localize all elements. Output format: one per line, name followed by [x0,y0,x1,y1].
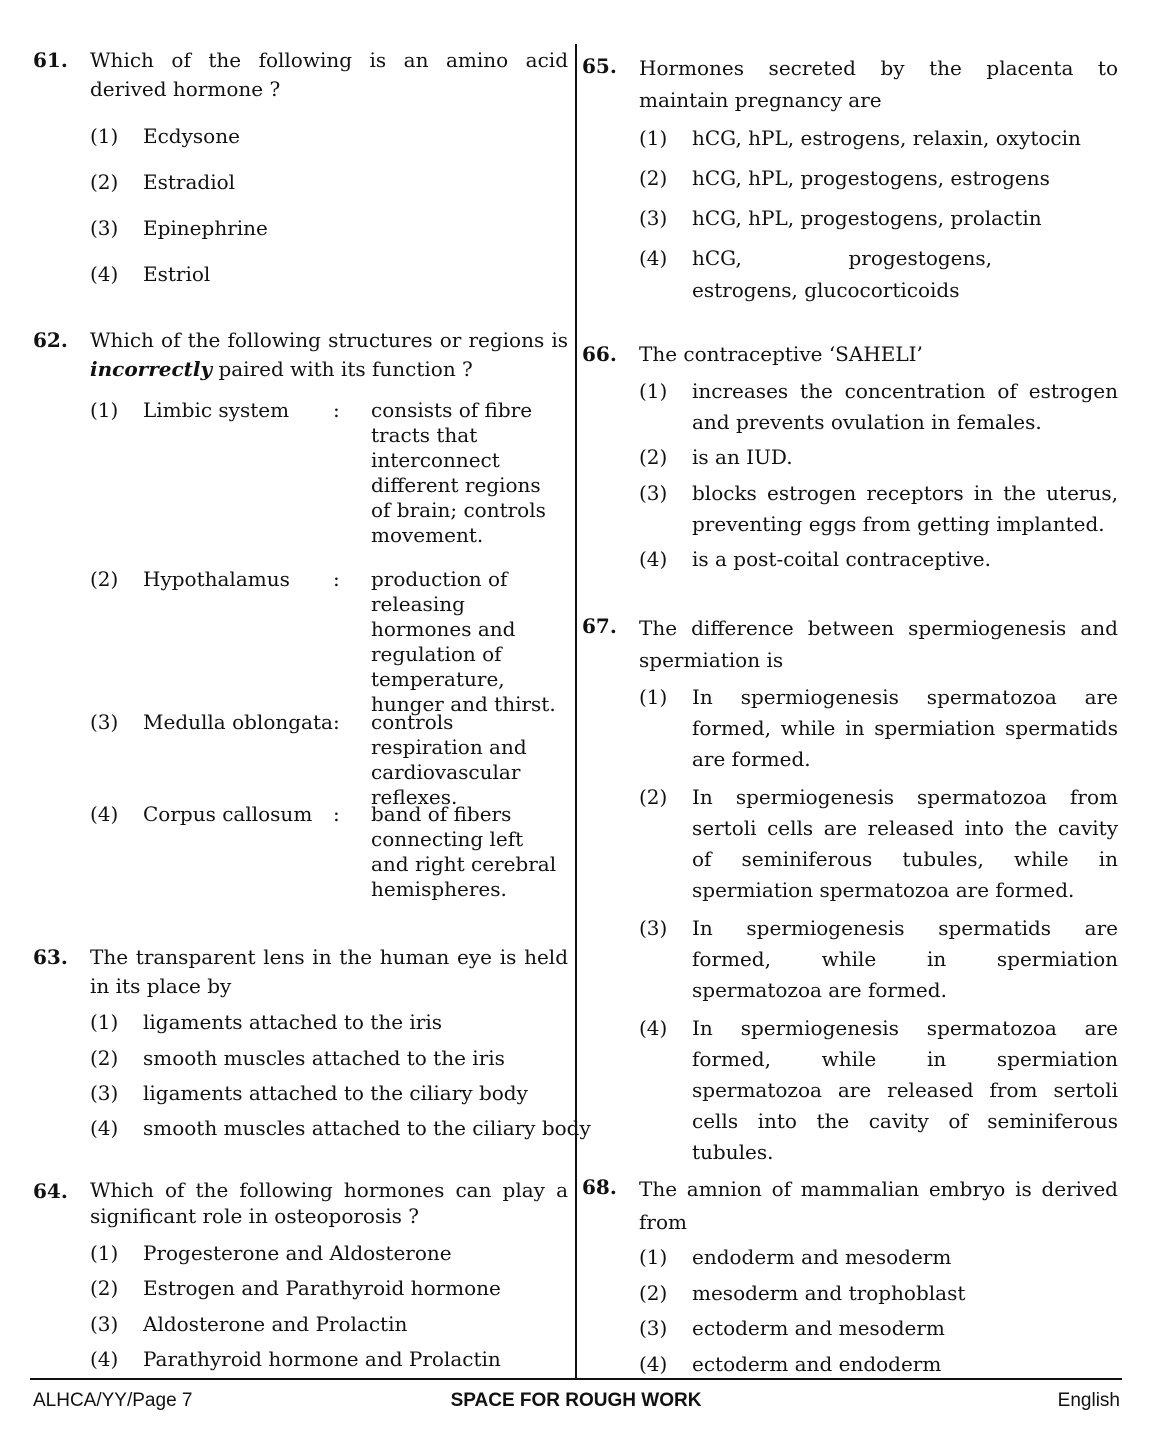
pair-colon: : [333,802,340,826]
question-text: Which of the following hormones can play a significant role in osteoporosis ? [90,1178,568,1228]
option-text: Estriol [143,262,211,286]
option-number: (2) [639,166,668,190]
option-number: (2) [90,1276,119,1300]
option-text: In spermiogenesis spermatozoa from sertoli cells are released into the cavity of seminiferous tubules, while in spermiation spermatozoa are formed. [692,785,1118,902]
question-number: 66. [582,342,617,366]
option-text: Estradiol [143,170,236,194]
question-number: 61. [33,48,68,72]
option-number: (1) [639,1245,668,1269]
question-text-pre: Which of the following structures or regions is [90,328,568,352]
option-number: (4) [90,262,119,286]
pair-colon: : [333,567,340,591]
option-number: (4) [639,1016,668,1040]
question-text: The amnion of mammalian embryo is derived from [639,1177,1118,1234]
option-number: (3) [639,916,668,940]
option-number: (1) [639,126,668,150]
option-number: (4) [639,246,668,270]
option-number: (2) [90,1046,119,1070]
option-number: (2) [639,785,668,809]
option-number: (4) [90,1347,119,1371]
option-text: ectoderm and mesoderm [692,1316,945,1340]
page-code: ALHCA/YY/Page 7 [33,1390,193,1411]
option-text: endoderm and mesoderm [692,1245,952,1269]
option-text: ligaments attached to the ciliary body [143,1081,528,1105]
option-text: hCG, progestogens, estrogens, glucocorticoids [692,246,992,302]
question-text [90,326,568,384]
question-number: 62. [33,328,68,352]
option-number: (3) [90,216,119,240]
option-number: (2) [639,1281,668,1305]
right-column [577,0,1152,1380]
option-text: Estrogen and Parathyroid hormone [143,1276,501,1300]
option-number: (3) [90,1312,119,1336]
rough-work-label: SPACE FOR ROUGH WORK [450,1390,702,1411]
pair-colon: : [333,398,340,422]
option-number: (1) [639,379,668,403]
option-number: (4) [90,1116,119,1140]
option-number: (4) [90,802,119,826]
question-number: 64. [33,1179,68,1203]
option-number: (1) [639,685,668,709]
option-text: hCG, hPL, progestogens, prolactin [692,206,1042,230]
option-text: Progesterone and Aldosterone [143,1241,452,1265]
pair-description: production of releasing hormones and regulation of temperature, hunger and thirst. [371,567,556,716]
option-text: hCG, hPL, estrogens, relaxin, oxytocin [692,126,1081,150]
pair-colon: : [333,710,340,734]
option-text: In spermiogenesis spermatozoa are formed, while in spermiation spermatozoa are released from sertoli cells into the cavity of seminiferous tubules. [692,1016,1118,1164]
option-number: (1) [90,398,119,422]
option-text: blocks estrogen receptors in the uterus, preventing eggs from getting implanted. [692,481,1118,536]
option-text: smooth muscles attached to the ciliary body [143,1116,591,1140]
question-number: 65. [582,54,617,78]
option-text: is an IUD. [692,445,793,469]
pair-term: Corpus callosum [143,802,313,826]
question-text-emphasis: incorrectly [90,357,213,381]
option-number: (3) [639,1316,668,1340]
pair-description: controls respiration and cardiovascular reflexes. [371,710,527,809]
option-text: ectoderm and endoderm [692,1352,942,1376]
option-number: (2) [639,445,668,469]
footer-divider [30,1378,1122,1380]
option-number: (3) [639,206,668,230]
question-text: The contraceptive ‘SAHELI’ [639,342,923,366]
option-text: hCG, hPL, progestogens, estrogens [692,166,1050,190]
option-number: (4) [639,1352,668,1376]
pair-description: consists of fibre tracts that interconnect different regions of brain; controls movement. [371,398,546,547]
option-number: (4) [639,547,668,571]
question-text: Hormones secreted by the placenta to maintain pregnancy are [639,56,1118,112]
option-text: Ecdysone [143,124,240,148]
option-number: (2) [90,170,119,194]
option-text: Parathyroid hormone and Prolactin [143,1347,501,1371]
question-number: 67. [582,614,617,638]
language-label: English [1057,1390,1120,1411]
left-column [0,0,591,1380]
option-text: In spermiogenesis spermatids are formed, while in spermiation spermatozoa are formed. [692,916,1118,1002]
option-text: increases the concentration of estrogen and prevents ovulation in females. [692,379,1118,434]
option-text: In spermiogenesis spermatozoa are formed, while in spermiation spermatids are formed. [692,685,1118,771]
option-text: ligaments attached to the iris [143,1010,443,1034]
option-number: (3) [90,710,119,734]
question-number: 63. [33,945,68,969]
option-number: (1) [90,1010,119,1034]
question-text: The transparent lens in the human eye is held in its place by [90,945,568,998]
option-text: Epinephrine [143,216,268,240]
question-text: The difference between spermiogenesis and spermiation is [639,616,1118,672]
option-text: Aldosterone and Prolactin [143,1312,408,1336]
option-number: (1) [90,1241,119,1265]
option-text: mesoderm and trophoblast [692,1281,966,1305]
option-number: (3) [639,481,668,505]
option-text: is a post-coital contraceptive. [692,547,991,571]
option-number: (1) [90,124,119,148]
question-text-post: paired with its function ? [218,357,473,381]
option-number: (2) [90,567,119,591]
question-text: Which of the following is an amino acid derived hormone ? [90,48,568,101]
question-number: 68. [582,1175,617,1199]
option-number: (3) [90,1081,119,1105]
option-text: smooth muscles attached to the iris [143,1046,505,1070]
pair-description: band of fibers connecting left and right cerebral hemispheres. [371,802,557,901]
pair-term: Hypothalamus [143,567,290,591]
pair-term: Medulla oblongata [143,710,333,734]
pair-term: Limbic system [143,398,290,422]
